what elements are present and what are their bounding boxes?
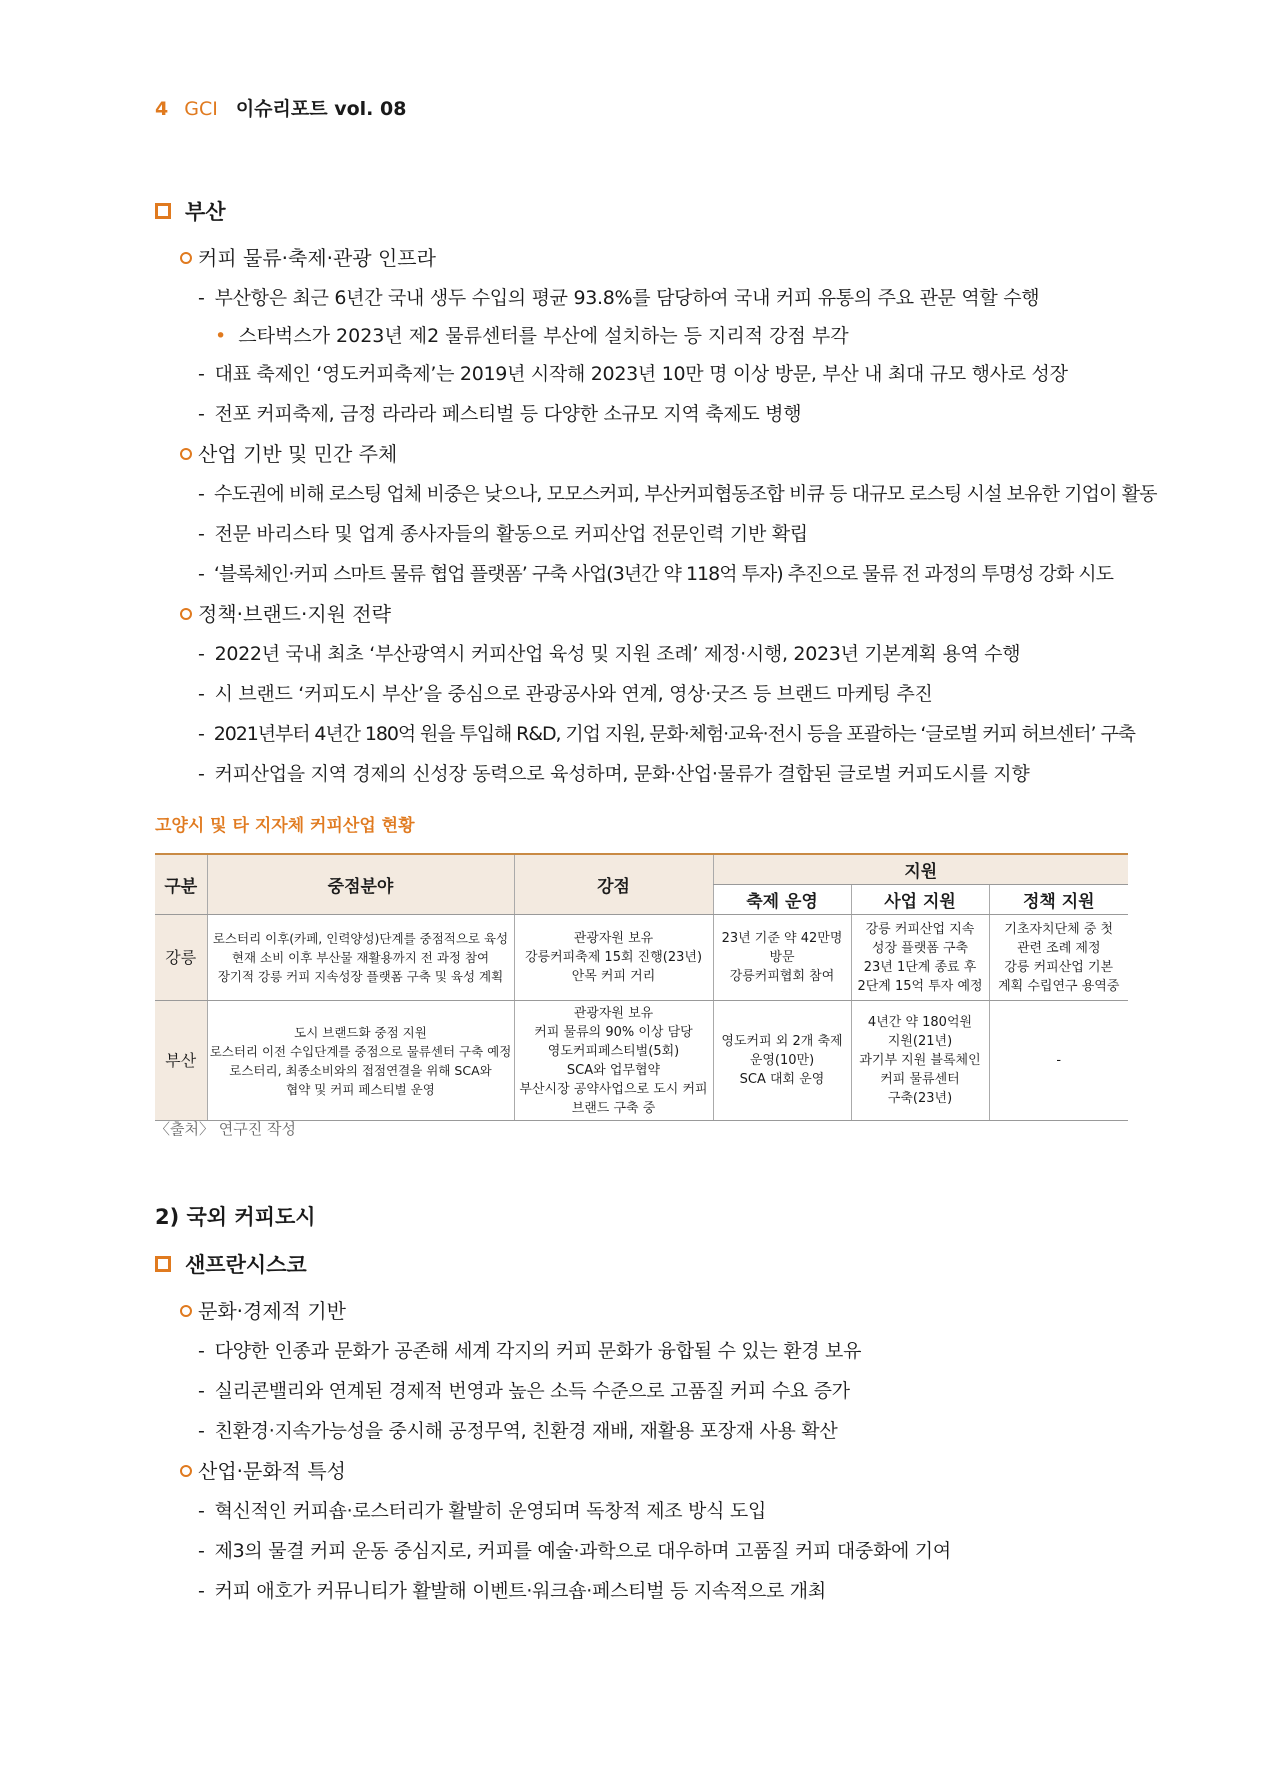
list-item-text: 커피산업을 지역 경제의 신성장 동력으로 육성하며, 문화·산업·물류가 결합된 글로벌 커피도시를 지향 [214, 763, 1030, 785]
policy-cell [989, 915, 1128, 1001]
row-region: 강릉 [155, 915, 207, 1001]
list-item: - 커피산업을 지역 경제의 신성장 동력으로 육성하며, 문화·산업·물류가 결합된 글로벌 커피도시를 지향 [198, 763, 1030, 785]
cell-line: 영도커피페스티벌(5회) [547, 1043, 680, 1059]
cell-line: 구축(23년) [887, 1091, 953, 1106]
subheading [180, 1451, 1170, 1491]
busan-content [155, 238, 1157, 794]
list-item: - 실리콘밸리와 연계된 경제적 번영과 높은 소득 수준으로 고품질 커피 수요 증가 [198, 1380, 850, 1402]
focus-cell [207, 1001, 514, 1121]
subheading [180, 434, 1170, 474]
list-item-text: 부산항은 최근 6년간 국내 생두 수입의 평균 93.8%를 담당하여 국내 커피 유통의 주요 관문 역할 수행 [214, 287, 1040, 309]
cell-line: 23년 기준 약 42만명 [721, 931, 843, 946]
cell-line: 강릉커피협회 참여 [729, 969, 835, 984]
cell-line: 안목 커피 거리 [571, 969, 656, 984]
cell-line: 4년간 약 180억원 [867, 1015, 973, 1030]
table-row [155, 915, 1128, 1001]
section-title: 샌프란시스코 [185, 1253, 307, 1277]
cell-line: 협약 및 커피 페스티벌 운영 [286, 1081, 435, 1097]
subheading-text: 문화·경제적 기반 [198, 1299, 346, 1323]
cell-line: 브랜드 구축 중 [571, 1100, 656, 1116]
row-region: 부산 [155, 1001, 207, 1121]
cell-line: 부산시장 공약사업으로 도시 커피 [519, 1081, 708, 1097]
header-policy: 정책 지원 [989, 885, 1128, 915]
list-item: - ‘블록체인·커피 스마트 물류 협업 플랫폼’ 구축 사업(3년간 약 118억 투자) 추진으로 물류 전 과정의 투명성 강화 시도 [198, 563, 1114, 585]
cell-line: 23년 1단계 종료 후 [863, 959, 977, 975]
list-subitem-text: 스타벅스가 2023년 제2 물류센터를 부산에 설치하는 등 지리적 강점 부각 [238, 325, 849, 347]
section-title: 부산 [185, 200, 226, 224]
list-item: - 친환경·지속가능성을 중시해 공정무역, 친환경 재배, 재활용 포장재 사용 확산 [198, 1420, 838, 1442]
list-item: - 다양한 인종과 문화가 공존해 세계 각지의 커피 문화가 융합될 수 있는 환경 보유 [198, 1340, 862, 1362]
cell-line: 기초자치단체 중 첫 [1004, 921, 1114, 937]
cell-line: 커피 물류의 90% 이상 담당 [534, 1024, 693, 1040]
cell-line: 장기적 강릉 커피 지속성장 플랫폼 구축 및 육성 계획 [217, 969, 504, 984]
list-item: - 전문 바리스타 및 업계 종사자들의 활동으로 커피산업 전문인력 기반 확립 [198, 523, 808, 545]
subheading-text: 정책·브랜드·지원 전략 [198, 602, 391, 626]
cell-line: 관련 조례 제정 [1016, 940, 1101, 956]
list-item-text: 다양한 인종과 문화가 공존해 세계 각지의 커피 문화가 융합될 수 있는 환경 보유 [214, 1340, 862, 1362]
strength-cell [514, 1001, 713, 1121]
cell-line: 로스터리 이전 수입단계를 중점으로 물류센터 구축 예정 [209, 1043, 512, 1059]
cell-line: 커피 물류센터 [880, 1072, 960, 1087]
header-focus: 중점분야 [207, 854, 514, 915]
list-item: - 2021년부터 4년간 180억 원을 투입해 R&D, 기업 지원, 문화·체험·교육·전시 등을 포괄하는 ‘글로벌 커피 허브센터’ 구축 [198, 723, 1135, 745]
list-item-text: 2022년 국내 최초 ‘부산광역시 커피산업 육성 및 지원 조례’ 제정·시행, 2023년 기본계획 용역 수행 [214, 643, 1021, 665]
comparison-table [155, 853, 1128, 1121]
table-title: 고양시 및 타 지자체 커피산업 현황 [155, 816, 415, 836]
circle-bullet-icon [180, 608, 192, 620]
business-cell [851, 1001, 989, 1121]
festival-cell [713, 915, 851, 1001]
circle-bullet-icon [180, 1465, 192, 1477]
cell-line: 강릉 커피산업 기본 [1004, 959, 1114, 975]
list-item-text: 수도권에 비해 로스팅 업체 비중은 낮으나, 모모스커피, 부산커피협동조합 비큐 등 대규모 로스팅 시설 보유한 기업이 활동 [213, 483, 1157, 505]
cell-line: 영도커피 외 2개 축제 [721, 1034, 843, 1049]
square-bullet-icon [155, 203, 171, 219]
cell-line: 로스터리, 최종소비와의 접점연결을 위해 SCA와 [229, 1062, 492, 1078]
list-item: - 제3의 물결 커피 운동 중심지로, 커피를 예술·과학으로 대우하며 고품질 커피 대중화에 기여 [198, 1540, 951, 1562]
header-business: 사업 지원 [851, 885, 989, 915]
dot-bullet-icon: • [215, 325, 227, 347]
cell-line: - [1056, 1053, 1062, 1068]
header-region: 구분 [155, 854, 207, 915]
list-item-text: 시 브랜드 ‘커피도시 부산’을 중심으로 관광공사와 연계, 영상·굿즈 등 브랜드 마케팅 추진 [214, 683, 933, 705]
list-item-text: 2021년부터 4년간 180억 원을 투입해 R&D, 기업 지원, 문화·체험·교육·전시 등을 포괄하는 ‘글로벌 커피 허브센터’ 구축 [213, 723, 1135, 745]
sf-content [155, 1291, 1145, 1611]
list-item: - 커피 애호가 커뮤니티가 활발해 이벤트·워크숍·페스티벌 등 지속적으로 개최 [198, 1580, 826, 1602]
cell-line: 현재 소비 이후 부산물 재활용까지 전 과정 참여 [231, 950, 490, 965]
overseas-heading: 2) 국외 커피도시 [155, 1205, 316, 1229]
subheading [180, 594, 1170, 634]
list-item-text: 제3의 물결 커피 운동 중심지로, 커피를 예술·과학으로 대우하며 고품질 커피 대중화에 기여 [214, 1540, 951, 1562]
subheading [180, 238, 1170, 278]
header-festival: 축제 운영 [713, 885, 851, 915]
list-item-text: 실리콘밸리와 연계된 경제적 번영과 높은 소득 수준으로 고품질 커피 수요 증가 [214, 1380, 850, 1402]
header-strength: 강점 [514, 854, 713, 915]
list-item-text: ‘블록체인·커피 스마트 물류 협업 플랫폼’ 구축 사업(3년간 약 118억 투자) 추진으로 물류 전 과정의 투명성 강화 시도 [213, 563, 1114, 585]
list-item: - 2022년 국내 최초 ‘부산광역시 커피산업 육성 및 지원 조례’ 제정·시행, 2023년 기본계획 용역 수행 [198, 643, 1021, 665]
cell-line: 관광자원 보유 [573, 931, 654, 946]
subheading [180, 1291, 1170, 1331]
list-item: - 전포 커피축제, 금정 라라라 페스티벌 등 다양한 소규모 지역 축제도 병행 [198, 403, 802, 425]
list-item-text: 혁신적인 커피숍·로스터리가 활발히 운영되며 독창적 제조 방식 도입 [214, 1500, 766, 1522]
list-item-text: 전문 바리스타 및 업계 종사자들의 활동으로 커피산업 전문인력 기반 확립 [214, 523, 808, 545]
brand-label: GCI [184, 98, 218, 120]
table-source: 〈출처〉 연구진 작성 [155, 1120, 296, 1138]
cell-line: 도시 브랜드화 중점 지원 [294, 1024, 427, 1040]
list-item: - 수도권에 비해 로스팅 업체 비중은 낮으나, 모모스커피, 부산커피협동조합 비큐 등 대규모 로스팅 시설 보유한 기업이 활동 [198, 483, 1157, 505]
business-cell [851, 915, 989, 1001]
list-item: - 혁신적인 커피숍·로스터리가 활발히 운영되며 독창적 제조 방식 도입 [198, 1500, 766, 1522]
cell-line: SCA와 업무협약 [566, 1062, 661, 1078]
subheading-text: 산업·문화적 특성 [198, 1459, 346, 1483]
square-bullet-icon [155, 1256, 171, 1272]
subheading-text: 커피 물류·축제·관광 인프라 [198, 246, 436, 270]
cell-line: 관광자원 보유 [573, 1005, 654, 1021]
list-item-text: 전포 커피축제, 금정 라라라 페스티벌 등 다양한 소규모 지역 축제도 병행 [214, 403, 802, 425]
section-sf-heading [155, 1249, 307, 1279]
circle-bullet-icon [180, 252, 192, 264]
cell-line: 지원(21년) [887, 1034, 953, 1049]
subheading-text: 산업 기반 및 민간 주체 [198, 442, 398, 466]
cell-line: 2단계 15억 투자 예정 [857, 978, 983, 994]
list-item: - 부산항은 최근 6년간 국내 생두 수입의 평균 93.8%를 담당하여 국내 커피 유통의 주요 관문 역할 수행 [198, 287, 1040, 309]
cell-line: 운영(10만) [749, 1053, 815, 1068]
policy-cell [989, 1001, 1128, 1121]
cell-line: 과기부 지원 블록체인 [859, 1053, 981, 1068]
section-busan-heading [155, 196, 226, 226]
circle-bullet-icon [180, 1305, 192, 1317]
list-item-text: 커피 애호가 커뮤니티가 활발해 이벤트·워크숍·페스티벌 등 지속적으로 개최 [214, 1580, 826, 1602]
cell-line: 로스터리 이후(카페, 인력양성)단계를 중점적으로 육성 [212, 931, 509, 946]
list-item: - 대표 축제인 ‘영도커피축제’는 2019년 시작해 2023년 10만 명 이상 방문, 부산 내 최대 규모 행사로 성장 [198, 363, 1068, 385]
header-support: 지원 [713, 854, 1128, 885]
list-subitem [215, 318, 1205, 354]
strength-cell [514, 915, 713, 1001]
report-title: 이슈리포트 vol. 08 [235, 98, 407, 120]
cell-line: SCA 대회 운영 [739, 1072, 825, 1087]
cell-line: 계획 수립연구 용역중 [998, 978, 1120, 994]
page-header [155, 94, 406, 121]
cell-line: 방문 [769, 950, 795, 965]
focus-cell [207, 915, 514, 1001]
list-item-text: 친환경·지속가능성을 중시해 공정무역, 친환경 재배, 재활용 포장재 사용 확산 [214, 1420, 838, 1442]
cell-line: 강릉커피축제 15회 진행(23년) [524, 950, 703, 965]
circle-bullet-icon [180, 448, 192, 460]
cell-line: 강릉 커피산업 지속 [865, 921, 975, 937]
page-number: 4 [155, 98, 169, 120]
list-item-text: 대표 축제인 ‘영도커피축제’는 2019년 시작해 2023년 10만 명 이상 방문, 부산 내 최대 규모 행사로 성장 [214, 363, 1068, 385]
table-row [155, 1001, 1128, 1121]
cell-line: 성장 플랫폼 구축 [871, 940, 969, 956]
list-item: - 시 브랜드 ‘커피도시 부산’을 중심으로 관광공사와 연계, 영상·굿즈 등 브랜드 마케팅 추진 [198, 683, 933, 705]
festival-cell [713, 1001, 851, 1121]
